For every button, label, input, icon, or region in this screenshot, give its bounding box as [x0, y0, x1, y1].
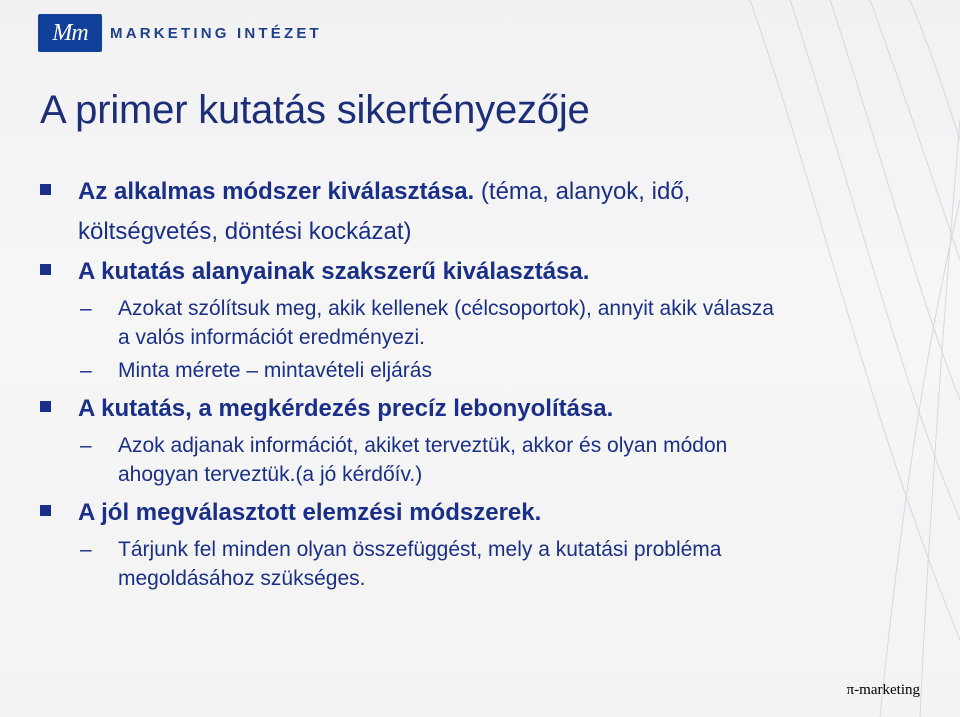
bullet-item — [38, 389, 778, 429]
bullet-rest-text: (téma, alanyok, idő, — [474, 178, 691, 205]
square-bullet-icon — [40, 505, 51, 516]
logo-mark: Mm — [38, 14, 102, 52]
sub-bullet-item — [38, 535, 778, 593]
bullet-continuation — [38, 212, 778, 252]
sub-bullet-text: Azokat szólítsuk meg, akik kellenek (célcsoportok), annyit akik válasza a valós információt eredményezi. — [118, 297, 774, 349]
slide-title: A primer kutatás sikertényezője — [40, 88, 590, 132]
bullet-strong-text: A kutatás alanyainak szakszerű kiválasztása. — [78, 258, 590, 285]
bullet-item — [38, 252, 778, 292]
sub-bullet-text: Tárjunk fel minden olyan összefüggést, mely a kutatási probléma megoldásához szükséges. — [118, 538, 722, 590]
bullet-strong-text: Az alkalmas módszer kiválasztása. — [78, 178, 475, 205]
slide-content — [38, 172, 778, 597]
square-bullet-icon — [40, 264, 51, 275]
dash-bullet-icon: – — [80, 434, 92, 457]
bullet-continuation-text: költségvetés, döntési kockázat) — [78, 218, 412, 245]
company-logo — [38, 14, 322, 52]
footer-brand: π-marketing — [846, 682, 920, 698]
sub-bullet-item — [38, 294, 778, 352]
sub-bullet-item — [38, 356, 778, 385]
square-bullet-icon — [40, 401, 51, 412]
dash-bullet-icon: – — [80, 538, 92, 561]
logo-text: MARKETING INTÉZET — [110, 24, 322, 42]
bullet-item — [38, 493, 778, 533]
sub-bullet-item — [38, 431, 778, 489]
sub-bullet-text: Azok adjanak információt, akiket terveztük, akkor és olyan módon ahogyan terveztük.(a jó kérdőív.) — [118, 434, 728, 486]
dash-bullet-icon: – — [80, 297, 92, 320]
square-bullet-icon — [40, 184, 51, 195]
bullet-item — [38, 172, 778, 212]
sub-bullet-text: Minta mérete – mintavételi eljárás — [118, 359, 432, 382]
bullet-strong-text: A jól megválasztott elemzési módszerek. — [78, 499, 542, 526]
bullet-strong-text: A kutatás, a megkérdezés precíz lebonyolítása. — [78, 395, 614, 422]
dash-bullet-icon: – — [80, 359, 92, 382]
